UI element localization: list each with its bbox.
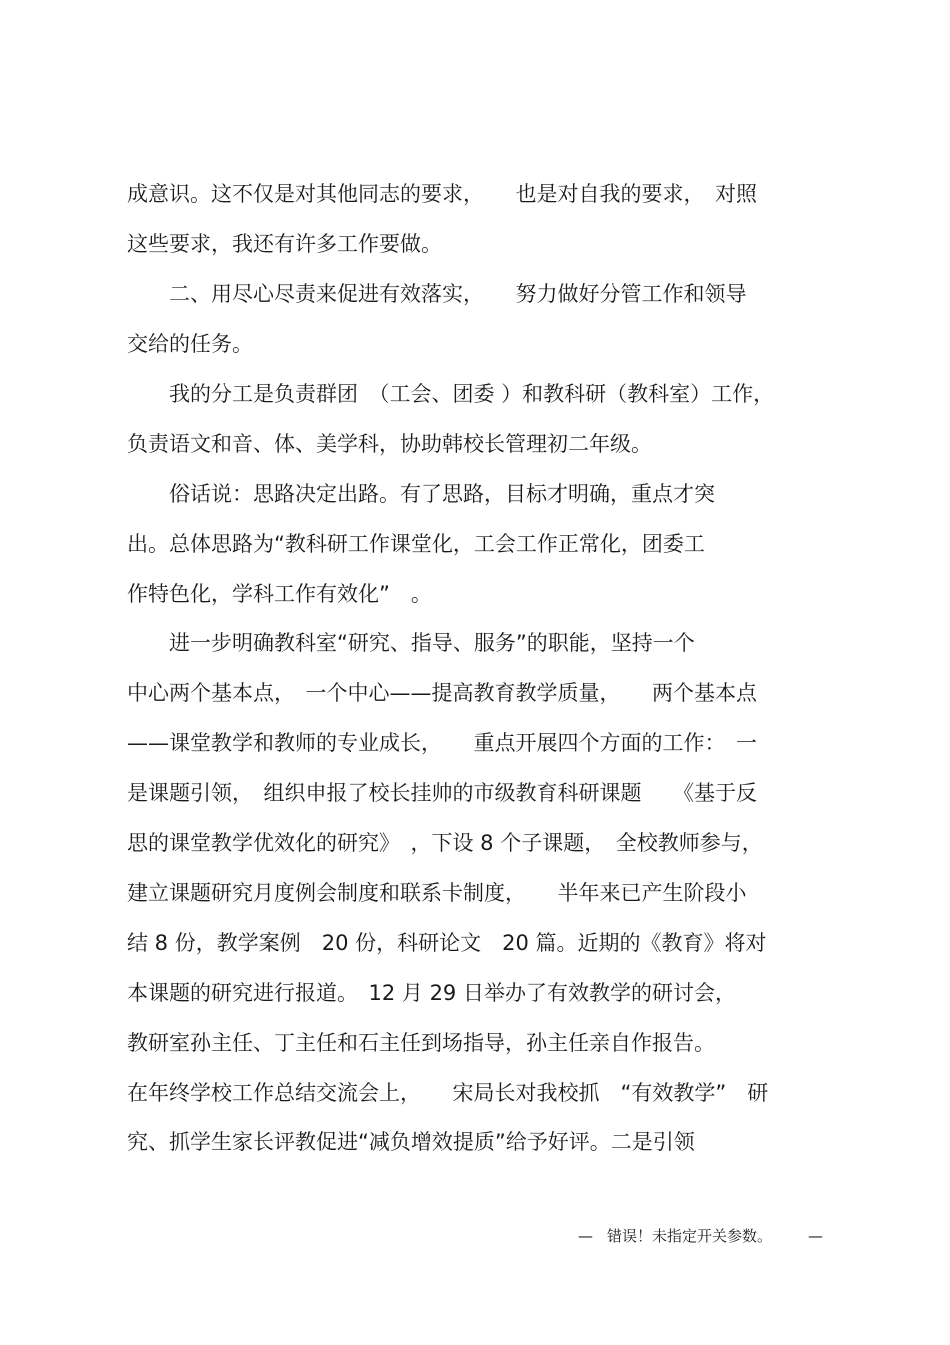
line-18: 教研室孙主任、丁主任和石主任到场指导，孙主任亲自作报告。 [127,1031,715,1055]
line-16: 结 8 份，教学案例 20 份，科研论文 20 篇。近期的《教育》将对 [127,931,767,955]
line-8: 出。总体思路为“教科研工作课堂化，工会工作正常化，团委工 [127,532,705,556]
line-17: 本课题的研究进行报道。 12 月 29 日举办了有效教学的研讨会， [127,981,736,1005]
line-10: 进一步明确教科室“研究、指导、服务”的职能，坚持一个 [127,631,695,655]
line-5: 我的分工是负责群团 （工会、团委 ）和教科研（教科室）工作， [127,382,775,406]
line-20: 究、抓学生家长评教促进“减负增效提质”给予好评。二是引领 [127,1130,695,1154]
footer-text: 错误！未指定开关参数。 [607,1227,773,1245]
line-4: 交给的任务。 [127,332,253,356]
line-3: 二、用尽心尽责来促进有效落实， 努力做好分管工作和领导 [127,282,747,306]
line-15: 建立课题研究月度例会制度和联系卡制度， 半年来已产生阶段小 [127,881,747,905]
line-13: 是课题引领， 组织申报了校长挂帅的市级教育科研课题 《基于反 [127,781,757,805]
page-footer [578,1224,838,1248]
line-7: 俗话说：思路决定出路。有了思路，目标才明确，重点才突 [127,482,715,506]
line-11: 中心两个基本点， 一个中心——提高教育教学质量， 两个基本点 [127,681,757,705]
line-14: 思的课堂教学优效化的研究》 ，下设 8 个子课题， 全校教师参与， [127,831,763,855]
line-1: 成意识。这不仅是对其他同志的要求， 也是对自我的要求， 对照 [127,182,757,206]
line-2: 这些要求，我还有许多工作要做。 [127,232,442,256]
line-19: 在年终学校工作总结交流会上， 宋局长对我校抓 “有效教学” 研 [127,1081,769,1105]
line-12: ——课堂教学和教师的专业成长， 重点开展四个方面的工作： 一 [127,731,757,755]
footer-dash-left: — [578,1227,593,1245]
line-9: 作特色化，学科工作有效化” 。 [127,582,432,606]
footer-dash-right: — [808,1227,824,1245]
line-6: 负责语文和音、体、美学科，协助韩校长管理初二年级。 [127,432,652,456]
